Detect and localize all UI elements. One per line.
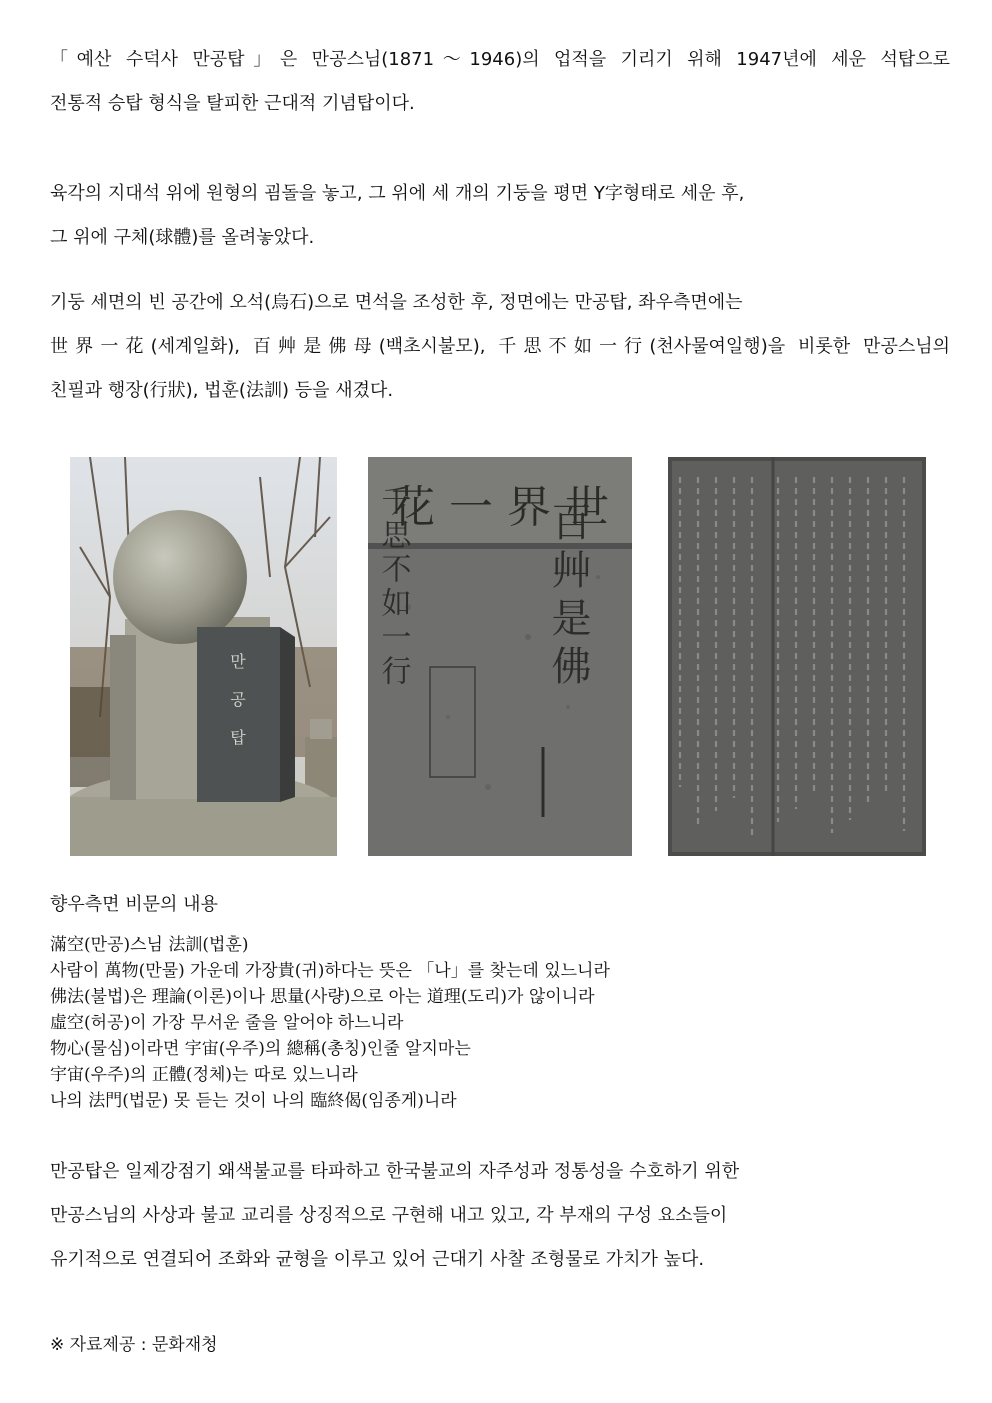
engraving-line: 기둥 세면의 빈 공간에 오석(烏石)으로 면석을 조성한 후, 정면에는 만공탑, 좌우측면에는 (50, 292, 743, 313)
front-plaque-text-3: 탑 (230, 728, 246, 747)
inscription-line: 虛空(허공)이 가장 무서운 줄을 알어야 하느니라 (50, 1013, 404, 1033)
front-plaque-text-2: 공 (230, 690, 246, 709)
inscription-line: 佛法(불법)은 理論(이론)이나 思量(사량)으로 아는 道理(도리)가 않이니라 (50, 987, 595, 1007)
conclusion-line: 만공스님의 사상과 불교 교리를 상징적으로 구현해 내고 있고, 각 부재의 구성 요소들이 (50, 1205, 728, 1226)
structure-paragraph (50, 172, 950, 260)
front-plaque-text-1: 만 (230, 652, 246, 671)
stupa-photo (70, 457, 337, 856)
conclusion-line: 만공탑은 일제강점기 왜색불교를 타파하고 한국불교의 자주성과 정통성을 수호하기 위한 (50, 1161, 740, 1182)
structure-line: 그 위에 구체(球體)를 올려놓았다. (50, 227, 315, 248)
inscription-text (50, 932, 610, 1114)
calligraphy-carving-photo (368, 457, 632, 856)
conclusion-line: 유기적으로 연결되어 조화와 균형을 이루고 있어 근대기 사찰 조형물로 가치가 높다. (50, 1249, 705, 1270)
inscription-line: 宇宙(우주)의 正體(정체)는 따로 있느니라 (50, 1065, 358, 1085)
inscription-line: 物心(물심)이라면 宇宙(우주)의 總稱(총칭)인줄 알지마는 (50, 1039, 471, 1059)
conclusion-paragraph (50, 1150, 950, 1282)
structure-line: 육각의 지대석 위에 원형의 굄돌을 놓고, 그 위에 세 개의 기둥을 평면 Y字형태로 세운 후, (50, 183, 745, 204)
engraving-paragraph (50, 281, 950, 413)
intro-paragraph (50, 38, 950, 126)
inscription-heading: 향우측면 비문의 내용 (50, 894, 218, 915)
inscription-line: 나의 法門(법문) 못 듣는 것이 나의 臨終偈(임종게)니라 (50, 1091, 457, 1111)
side-carving-left: 千思不如一行 (375, 485, 411, 689)
inscription-stele-photo (668, 457, 926, 856)
inscription-line: 사람이 萬物(만물) 가운데 가장貴(귀)하다는 뜻은 「나」를 찾는데 있느니라 (50, 961, 610, 981)
side-carving-top: 花 一 界 世 (391, 482, 609, 533)
intro-line: 전통적 승탑 형식을 탈피한 근대적 기념탑이다. (50, 93, 415, 114)
side-carving-center: 百艸是佛 (545, 501, 591, 693)
inscription-line: 滿空(만공)스님 法訓(법훈) (50, 935, 249, 955)
engraving-line: 世界一花(세계일화), 百艸是佛母(백초시불모), 千思不如一行(천사물여일행)을 비롯한 만공스님의 (50, 336, 950, 357)
intro-line: 「예산 수덕사 만공탑」은 만공스님(1871～1946)의 업적을 기리기 위해 1947년에 세운 석탑으로 (50, 49, 950, 70)
engraving-line: 친필과 행장(行狀), 법훈(法訓) 등을 새겼다. (50, 380, 394, 401)
source-credit: ※ 자료제공 : 문화재청 (50, 1335, 218, 1355)
